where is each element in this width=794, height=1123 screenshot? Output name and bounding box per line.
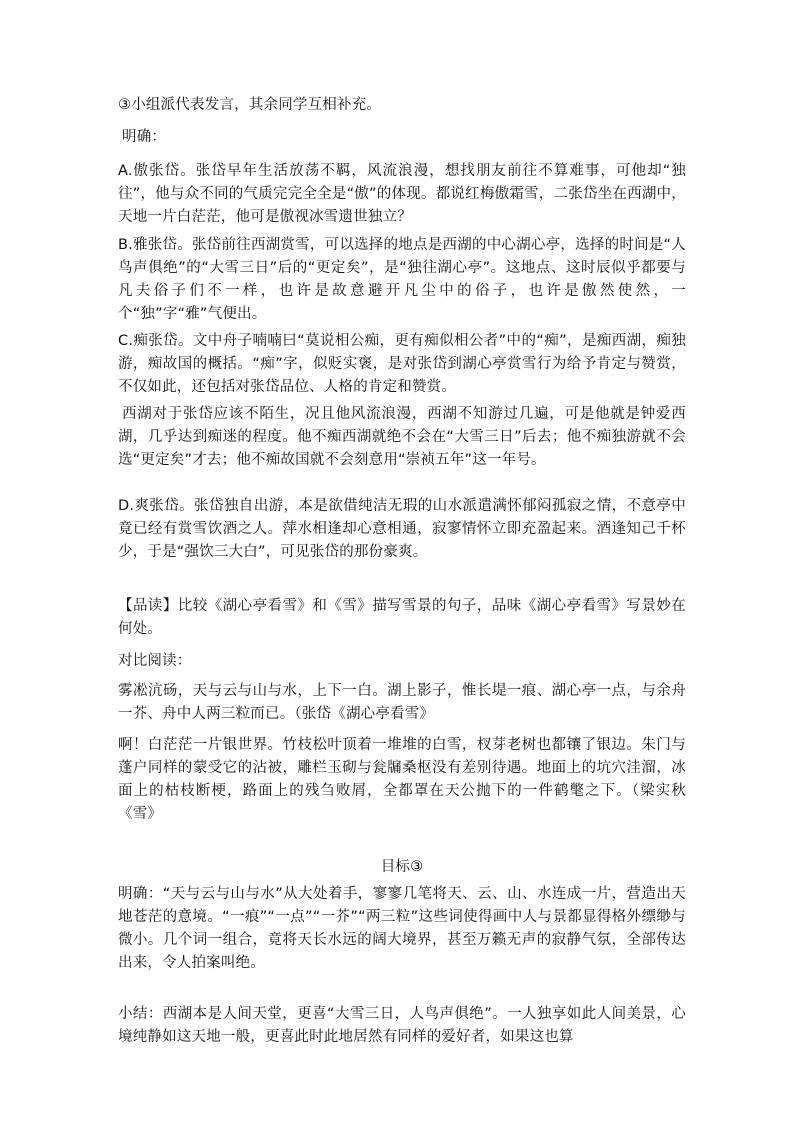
clarify-label: 明确：: [122, 129, 167, 145]
summary-paragraph: 小结：西湖本是人间天堂，更喜“大雪三日，人鸟声俱绝”。一人独享如此人间美景，心境纯静如这天地一般，更喜此时此地居然有同样的爱好者，如果这也算: [118, 1006, 686, 1045]
goal-clarify-paragraph: 明确：“天与云与山与水”从大处着手，寥寥几笔将天、云、山、水连成一片，营造出天地苍茫的意境。“一痕”“一点”“一芥”“两三粒”这些词使得画中人与景都显得格外缥缈与微小。几个词一组合，竟将天长水远的阔大境界，甚至万籁无声的寂静气氛，全部传达出来，令人拍案叫绝。: [118, 886, 686, 971]
point-c-continued-paragraph: 西湖对于张岱应该不陌生，况且他风流浪漫，西湖不知游过几遍，可是他就是钟爱西湖，几乎达到痴迷的程度。他不痴西湖就绝不会在“大雪三日”后去；他不痴独游就不会选“更定矣”才去；他不痴故国就不会刻意用“崇祯五年”这一年号。: [118, 406, 686, 468]
quote-zhang-dai: 雾凇沆砀，天与云与山与水，上下一白。湖上影子，惟长堤一痕、湖心亭一点，与余舟一芥、舟中人两三粒而已。（张岱《湖心亭看雪》: [118, 683, 686, 722]
reading-prompt: 【品读】比较《湖心亭看雪》和《雪》描写雪景的句子，品味《湖心亭看雪》写景妙在何处。: [118, 598, 686, 637]
goal-heading: 目标③: [380, 859, 424, 875]
quote-liang-shiqiu: 啊！白茫茫一片银世界。竹枝松叶顶着一堆堆的白雪，杈芽老树也都镶了银边。朱门与蓬户同样的蒙受它的沾被，雕栏玉砌与瓮牖桑枢没有差别待遇。地面上的坑穴洼溜，冰面上的枯枝断梗，路面上的残刍败屑，全都罩在天公抛下的一件鹤氅之下。（梁实秋《雪》: [118, 737, 686, 822]
point-d-paragraph: D.爽张岱。张岱独自出游，本是欲借纯洁无瑕的山水派遣满怀郁闷孤寂之情，不意亭中竟已经有赏雪饮酒之人。萍水相逢却心意相通，寂寥情怀立即充盈起来。酒逢知己千杯少，于是“强饮三大白”，可见张岱的那份豪爽。: [118, 498, 686, 560]
point-c-paragraph: C.痴张岱。文中舟子喃喃曰“莫说相公痴，更有痴似相公者”中的“痴”，是痴西湖，痴独游，痴故国的概括。“痴”字，似贬实褒，是对张岱到湖心亭赏雪行为给予肯定与赞赏，不仅如此，还包括对张岱品位、人格的肯定和赞赏。: [118, 333, 686, 395]
point-a-paragraph: A.傲张岱。张岱早年生活放荡不羁，风流浪漫，想找朋友前往不算难事，可他却“独往”，他与众不同的气质完完全全是“傲”的体现。都说红梅傲霜雪，二张岱坐在西湖中，天地一片白茫茫，他可是傲视冰雪遗世独立？: [118, 163, 686, 225]
step-instruction: ③小组派代表发言，其余同学互相补充。: [118, 97, 382, 113]
compare-label: 对比阅读：: [118, 653, 192, 669]
point-b-paragraph: B.雅张岱。张岱前往西湖赏雪，可以选择的地点是西湖的中心湖心亭，选择的时间是“人鸟声俱绝”的“大雪三日”后的“更定矣”，是“独往湖心亭”。这地点、这时辰似乎都要与凡夫俗子们不一样，也许是故意避开凡尘中的俗子，也许是傲然使然，一个“独”字“雅”气便出。: [118, 237, 686, 322]
